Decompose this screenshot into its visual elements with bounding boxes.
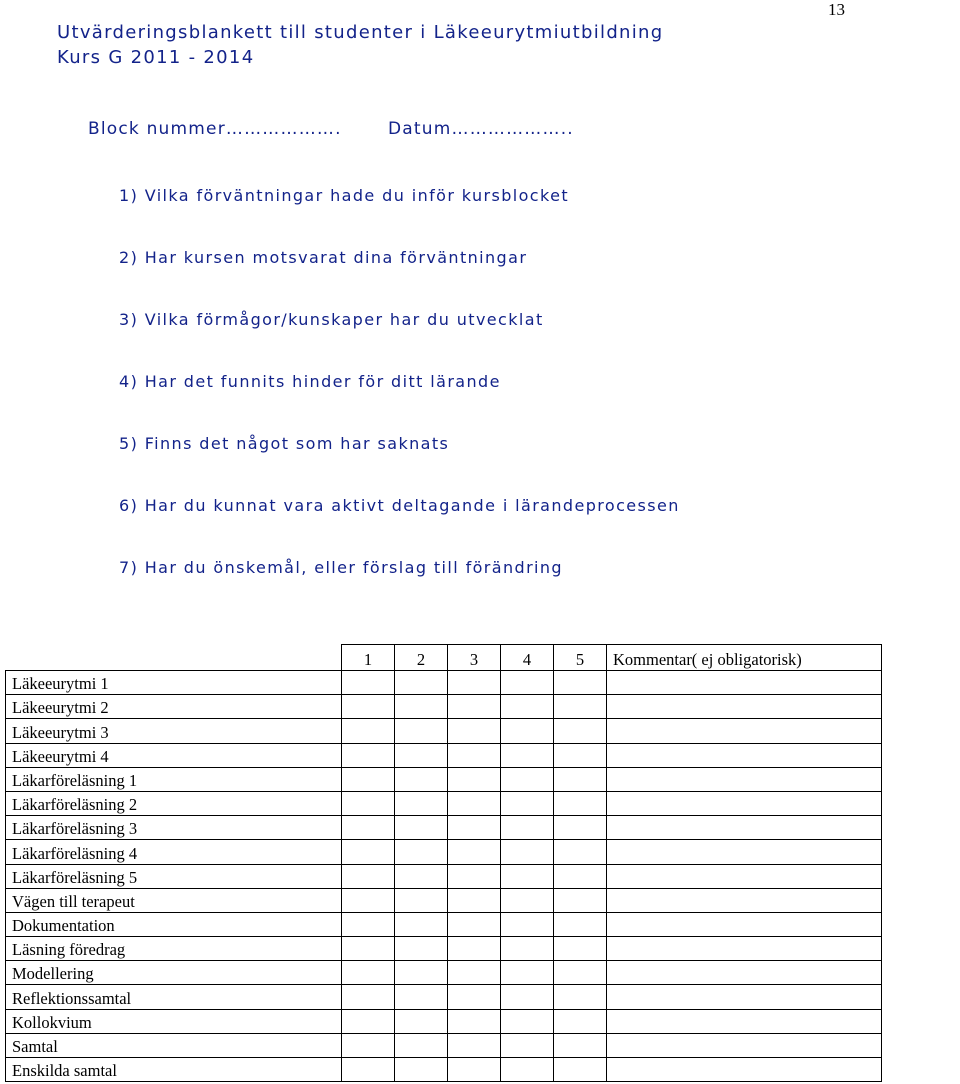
rating-cell-5[interactable]	[554, 1058, 607, 1082]
table-row	[6, 695, 882, 719]
rating-cell-3[interactable]	[448, 1033, 501, 1057]
table-row	[6, 985, 882, 1009]
rating-cell-3[interactable]	[448, 1009, 501, 1033]
rating-cell-2[interactable]	[395, 743, 448, 767]
row-label: Dokumentation	[6, 912, 342, 936]
block-number-field: Block nummer……………….	[88, 119, 342, 139]
row-label: Läsning föredrag	[6, 937, 342, 961]
rating-cell-4[interactable]	[501, 985, 554, 1009]
rating-cell-4[interactable]	[501, 767, 554, 791]
row-label: Kollokvium	[6, 1009, 342, 1033]
rating-cell-5[interactable]	[554, 719, 607, 743]
question-5: 5) Finns det något som har saknats	[119, 434, 450, 453]
rating-cell-1[interactable]	[342, 767, 395, 791]
comment-cell[interactable]	[607, 888, 882, 912]
table-row	[6, 767, 882, 791]
table-row	[6, 1033, 882, 1057]
row-label: Samtal	[6, 1033, 342, 1057]
table-row	[6, 1009, 882, 1033]
rating-cell-1[interactable]	[342, 937, 395, 961]
comment-cell[interactable]	[607, 864, 882, 888]
table-row	[6, 840, 882, 864]
table-row	[6, 743, 882, 767]
rating-cell-5[interactable]	[554, 791, 607, 815]
header-comment: Kommentar( ej obligatorisk)	[607, 645, 882, 671]
row-label: Modellering	[6, 961, 342, 985]
row-label: Läkarföreläsning 4	[6, 840, 342, 864]
rating-cell-3[interactable]	[448, 864, 501, 888]
page-number: 13	[828, 0, 845, 19]
rating-cell-4[interactable]	[501, 1009, 554, 1033]
rating-cell-1[interactable]	[342, 1058, 395, 1082]
rating-cell-1[interactable]	[342, 695, 395, 719]
rating-cell-1[interactable]	[342, 864, 395, 888]
rating-cell-5[interactable]	[554, 695, 607, 719]
rating-cell-2[interactable]	[395, 671, 448, 695]
rating-cell-1[interactable]	[342, 961, 395, 985]
comment-cell[interactable]	[607, 985, 882, 1009]
rating-cell-2[interactable]	[395, 816, 448, 840]
rating-cell-4[interactable]	[501, 743, 554, 767]
comment-cell[interactable]	[607, 743, 882, 767]
date-field: Datum………………..	[388, 119, 574, 139]
comment-cell[interactable]	[607, 791, 882, 815]
rating-cell-2[interactable]	[395, 961, 448, 985]
rating-cell-5[interactable]	[554, 937, 607, 961]
header-label-cell	[6, 645, 342, 671]
rating-cell-3[interactable]	[448, 816, 501, 840]
header-rating-3: 3	[448, 645, 501, 671]
rating-cell-2[interactable]	[395, 767, 448, 791]
rating-cell-5[interactable]	[554, 1033, 607, 1057]
comment-cell[interactable]	[607, 816, 882, 840]
rating-cell-2[interactable]	[395, 1033, 448, 1057]
rating-cell-2[interactable]	[395, 864, 448, 888]
rating-cell-2[interactable]	[395, 1058, 448, 1082]
rating-cell-2[interactable]	[395, 937, 448, 961]
rating-cell-4[interactable]	[501, 937, 554, 961]
question-6: 6) Har du kunnat vara aktivt deltagande i lärandeprocessen	[119, 496, 680, 515]
row-label: Läkarföreläsning 2	[6, 791, 342, 815]
rating-cell-1[interactable]	[342, 888, 395, 912]
course-subtitle: Kurs G 2011 - 2014	[57, 47, 255, 68]
rating-cell-4[interactable]	[501, 1058, 554, 1082]
rating-cell-3[interactable]	[448, 985, 501, 1009]
rating-cell-1[interactable]	[342, 912, 395, 936]
rating-cell-3[interactable]	[448, 695, 501, 719]
evaluation-table	[5, 644, 882, 1082]
header-rating-5: 5	[554, 645, 607, 671]
rating-cell-4[interactable]	[501, 791, 554, 815]
comment-cell[interactable]	[607, 671, 882, 695]
row-label: Läkarföreläsning 1	[6, 767, 342, 791]
comment-cell[interactable]	[607, 719, 882, 743]
rating-cell-3[interactable]	[448, 671, 501, 695]
rating-cell-5[interactable]	[554, 743, 607, 767]
rating-cell-1[interactable]	[342, 985, 395, 1009]
comment-cell[interactable]	[607, 840, 882, 864]
rating-cell-3[interactable]	[448, 961, 501, 985]
rating-cell-2[interactable]	[395, 912, 448, 936]
rating-cell-2[interactable]	[395, 791, 448, 815]
rating-cell-5[interactable]	[554, 864, 607, 888]
row-label: Läkeeurytmi 1	[6, 671, 342, 695]
table-row	[6, 864, 882, 888]
row-label: Läkeeurytmi 2	[6, 695, 342, 719]
rating-cell-2[interactable]	[395, 1009, 448, 1033]
rating-cell-5[interactable]	[554, 888, 607, 912]
rating-cell-3[interactable]	[448, 743, 501, 767]
rating-cell-2[interactable]	[395, 985, 448, 1009]
rating-cell-5[interactable]	[554, 840, 607, 864]
row-label: Läkeeurytmi 4	[6, 743, 342, 767]
rating-cell-5[interactable]	[554, 985, 607, 1009]
rating-cell-5[interactable]	[554, 961, 607, 985]
table-row	[6, 888, 882, 912]
rating-cell-3[interactable]	[448, 937, 501, 961]
question-3: 3) Vilka förmågor/kunskaper har du utvecklat	[119, 310, 544, 329]
rating-cell-3[interactable]	[448, 888, 501, 912]
rating-cell-1[interactable]	[342, 671, 395, 695]
question-1: 1) Vilka förväntningar hade du inför kursblocket	[119, 186, 570, 205]
rating-cell-1[interactable]	[342, 791, 395, 815]
comment-cell[interactable]	[607, 695, 882, 719]
rating-cell-3[interactable]	[448, 840, 501, 864]
rating-cell-5[interactable]	[554, 671, 607, 695]
rating-cell-5[interactable]	[554, 912, 607, 936]
rating-cell-5[interactable]	[554, 816, 607, 840]
rating-cell-3[interactable]	[448, 912, 501, 936]
comment-cell[interactable]	[607, 1033, 882, 1057]
comment-cell[interactable]	[607, 937, 882, 961]
rating-cell-2[interactable]	[395, 719, 448, 743]
rating-cell-4[interactable]	[501, 671, 554, 695]
rating-cell-2[interactable]	[395, 888, 448, 912]
rating-cell-3[interactable]	[448, 1058, 501, 1082]
table-row	[6, 671, 882, 695]
rating-cell-1[interactable]	[342, 719, 395, 743]
evaluation-table-body	[6, 645, 882, 1082]
question-4: 4) Har det funnits hinder för ditt lärande	[119, 372, 501, 391]
comment-cell[interactable]	[607, 1009, 882, 1033]
comment-cell[interactable]	[607, 767, 882, 791]
table-row	[6, 937, 882, 961]
rating-cell-5[interactable]	[554, 767, 607, 791]
rating-cell-5[interactable]	[554, 1009, 607, 1033]
header-rating-2: 2	[395, 645, 448, 671]
table-row	[6, 912, 882, 936]
rating-cell-3[interactable]	[448, 719, 501, 743]
rating-cell-1[interactable]	[342, 743, 395, 767]
table-row	[6, 961, 882, 985]
rating-cell-4[interactable]	[501, 695, 554, 719]
table-row	[6, 1058, 882, 1082]
comment-cell[interactable]	[607, 1058, 882, 1082]
rating-cell-4[interactable]	[501, 961, 554, 985]
table-header-row	[6, 645, 882, 671]
row-label: Läkarföreläsning 5	[6, 864, 342, 888]
rating-cell-4[interactable]	[501, 912, 554, 936]
table-row	[6, 791, 882, 815]
table-row	[6, 719, 882, 743]
rating-cell-4[interactable]	[501, 719, 554, 743]
rating-cell-2[interactable]	[395, 840, 448, 864]
rating-cell-2[interactable]	[395, 695, 448, 719]
rating-cell-4[interactable]	[501, 888, 554, 912]
rating-cell-3[interactable]	[448, 791, 501, 815]
header-rating-1: 1	[342, 645, 395, 671]
question-7: 7) Har du önskemål, eller förslag till förändring	[119, 558, 563, 577]
row-label: Vägen till terapeut	[6, 888, 342, 912]
rating-cell-4[interactable]	[501, 816, 554, 840]
rating-cell-4[interactable]	[501, 1033, 554, 1057]
form-title: Utvärderingsblankett till studenter i Läkeeurytmiutbildning	[57, 22, 664, 43]
rating-cell-1[interactable]	[342, 816, 395, 840]
rating-cell-1[interactable]	[342, 1009, 395, 1033]
rating-cell-4[interactable]	[501, 840, 554, 864]
row-label: Reflektionssamtal	[6, 985, 342, 1009]
rating-cell-1[interactable]	[342, 1033, 395, 1057]
rating-cell-4[interactable]	[501, 864, 554, 888]
row-label: Läkarföreläsning 3	[6, 816, 342, 840]
question-2: 2) Har kursen motsvarat dina förväntningar	[119, 248, 528, 267]
comment-cell[interactable]	[607, 912, 882, 936]
header-rating-4: 4	[501, 645, 554, 671]
row-label: Läkeeurytmi 3	[6, 719, 342, 743]
table-row	[6, 816, 882, 840]
rating-cell-1[interactable]	[342, 840, 395, 864]
rating-cell-3[interactable]	[448, 767, 501, 791]
row-label: Enskilda samtal	[6, 1058, 342, 1082]
comment-cell[interactable]	[607, 961, 882, 985]
